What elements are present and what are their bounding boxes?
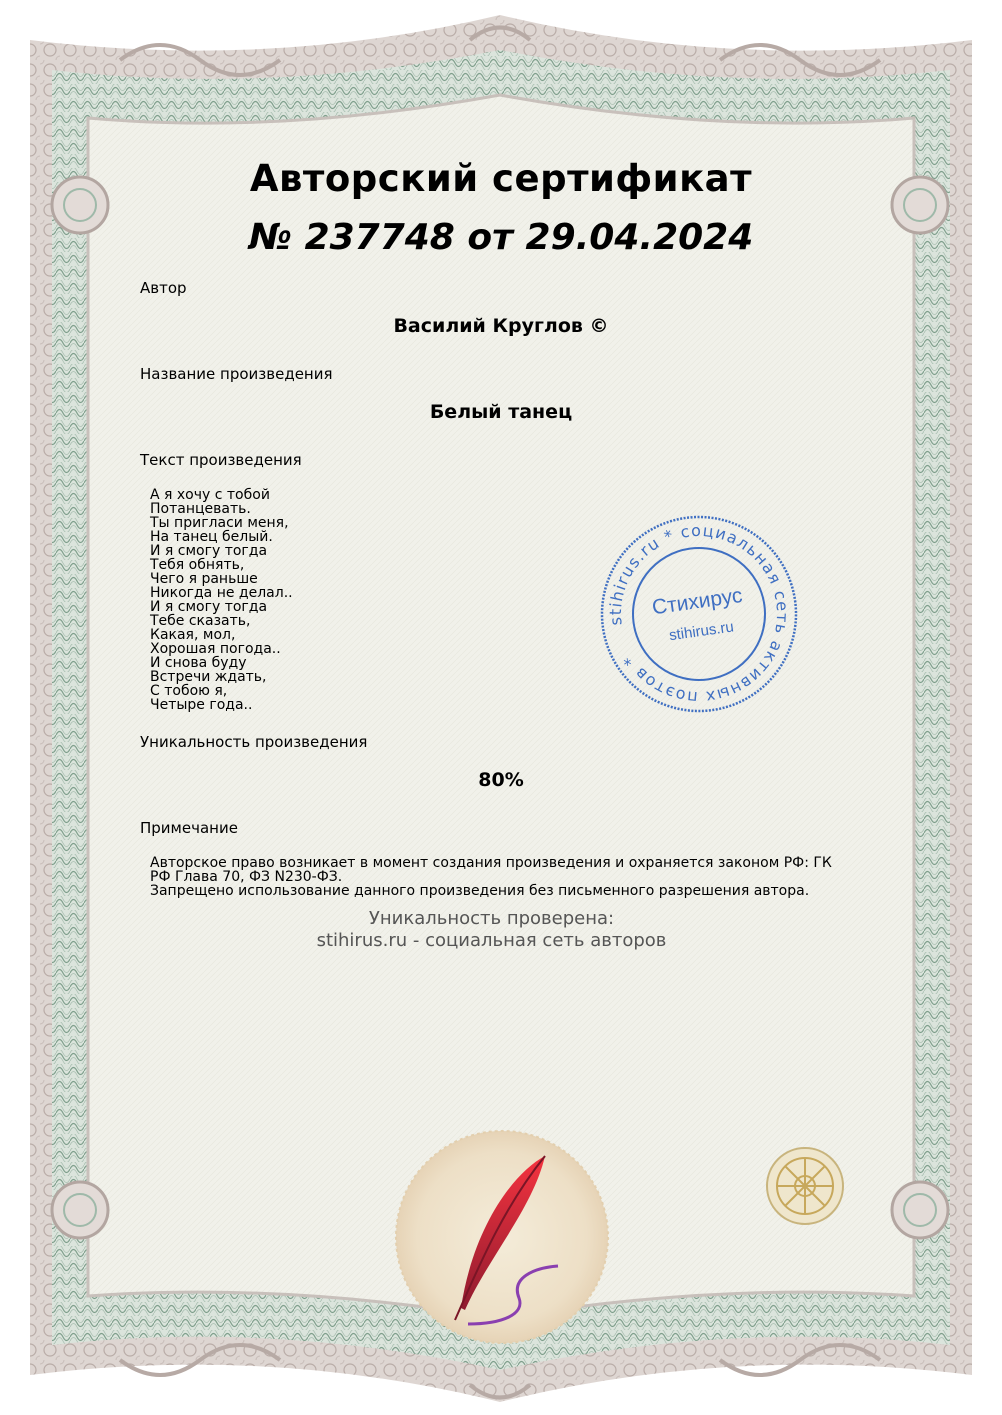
note-text <box>150 856 850 898</box>
stamp-ring-text: stihirus.ru * социальная сеть активных поэтов * <box>605 520 793 708</box>
poem-line: Тебе сказать, <box>150 613 251 629</box>
note-line-2: Запрещено использование данного произведения без письменного разрешения автора. <box>150 883 810 899</box>
uniqueness-label: Уникальность произведения <box>140 733 368 751</box>
poem-line: Тебя обнять, <box>150 557 245 573</box>
poem-line: Встречи ждать, <box>150 669 267 685</box>
stamp-title: Стихирус <box>650 583 744 620</box>
verification-line-2: stihirus.ru - социальная сеть авторов <box>316 930 667 951</box>
svg-text:stihirus.ru * социальная сеть <box>596 514 802 714</box>
certificate-number: № 237748 от 29.04.2024 <box>248 217 754 258</box>
poem-line: Чего я раньше <box>150 571 258 587</box>
poem-line: Хорошая погода.. <box>150 641 281 657</box>
poem-line: И я смогу тогда <box>150 543 268 559</box>
poem-line: А я хочу с тобой <box>150 487 270 503</box>
poem-line: Четыре года.. <box>150 697 253 713</box>
round-stamp <box>596 514 802 714</box>
feather-quill-emblem <box>393 1128 611 1346</box>
gold-rosette-seal <box>765 1146 845 1226</box>
author-label: Автор <box>140 279 187 297</box>
stamp-subtitle: stihirus.ru <box>668 618 735 645</box>
uniqueness-value: 80% <box>478 769 524 791</box>
author-name: Василий Круглов © <box>393 315 609 337</box>
poem-line: И снова буду <box>150 655 247 671</box>
note-line-1: Авторское право возникает в момент создания произведения и охраняется законом РФ: ГК РФ Глава 70, ФЗ N230-ФЗ. <box>150 855 832 885</box>
poem-line: Никогда не делал.. <box>150 585 293 601</box>
work-title-label: Название произведения <box>140 365 333 383</box>
work-title: Белый танец <box>429 401 573 423</box>
note-label: Примечание <box>140 819 238 837</box>
poem-line: Потанцевать. <box>150 501 251 517</box>
poem-line: С тобою я, <box>150 683 228 699</box>
poem-line: Ты пригласи меня, <box>150 515 289 531</box>
poem-line: И я смогу тогда <box>150 599 268 615</box>
verification-line-1: Уникальность проверена: <box>368 908 615 929</box>
certificate-title: Авторский сертификат <box>249 157 753 200</box>
poem-line: На танец белый. <box>150 529 273 545</box>
work-text-label: Текст произведения <box>140 451 302 469</box>
verification-text <box>0 908 983 952</box>
poem-line: Какая, мол, <box>150 627 236 643</box>
poem-text <box>150 488 570 712</box>
